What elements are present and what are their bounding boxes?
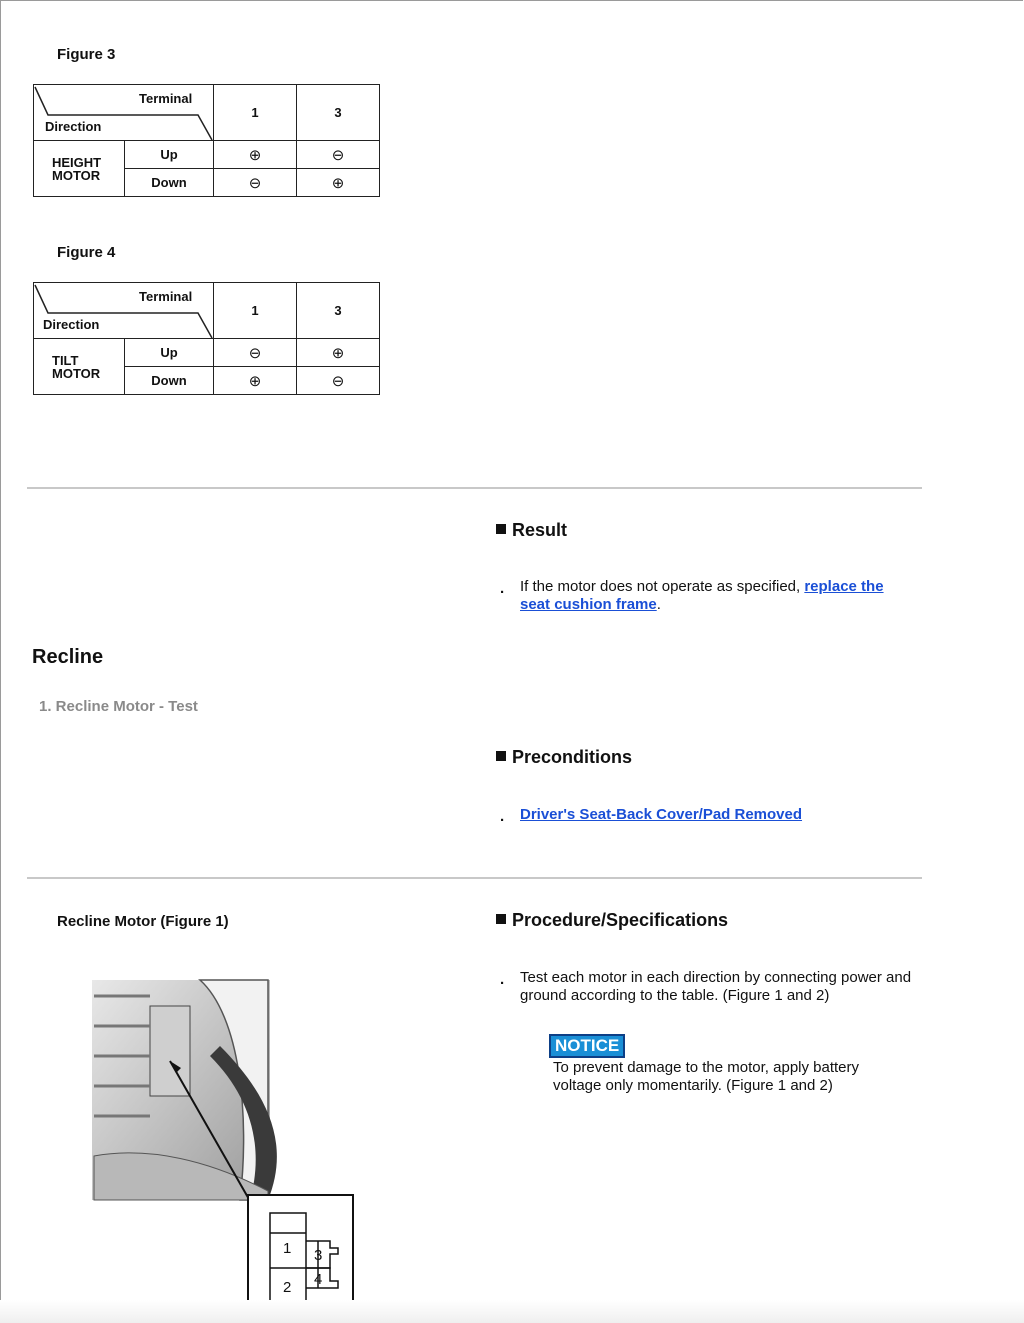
figure4-terminal-label: Terminal xyxy=(139,289,193,304)
figure4-motor-name xyxy=(34,339,125,395)
bullet-dot-icon: . xyxy=(500,808,505,825)
preconditions-heading-text: Preconditions xyxy=(512,747,633,767)
seat-back-cover-removed-link[interactable]: Driver's Seat-Back Cover/Pad Removed xyxy=(520,806,803,823)
bullet-dot-icon: . xyxy=(500,971,505,988)
notice-badge: NOTICE xyxy=(549,1034,625,1058)
figure3-down-t1: ⊖ xyxy=(214,169,297,197)
result-heading-text: Result xyxy=(512,520,568,540)
bullet-dot-icon: . xyxy=(500,580,505,597)
connector-pin-4: 4 xyxy=(314,1271,323,1288)
figure4-down-t1: ⊕ xyxy=(214,367,297,395)
procedure-bullet xyxy=(500,969,920,1005)
result-text: If the motor does not operate as specified, xyxy=(520,578,805,595)
figure4-motor-line1: TILT xyxy=(52,352,79,368)
figure3-terminal-label: Terminal xyxy=(139,91,193,106)
section-divider xyxy=(27,877,922,879)
figure3-down-t3: ⊕ xyxy=(297,169,380,197)
figure4-title: Figure 4 xyxy=(57,244,116,261)
figure4-motor-line2: MOTOR xyxy=(52,365,101,381)
result-text-end: . xyxy=(656,596,661,613)
figure3-dir-up: Up xyxy=(125,141,214,169)
figure3-table xyxy=(33,84,380,197)
recline-step-1: 1. Recline Motor - Test xyxy=(39,698,198,715)
figure3-header-diagonal xyxy=(34,85,214,141)
figure3-motor-name xyxy=(34,141,125,197)
notice-text: To prevent damage to the motor, apply battery voltage only momentarily. (Figure 1 and 2) xyxy=(553,1059,860,1094)
preconditions-heading xyxy=(496,747,632,768)
connector-pin-2: 2 xyxy=(283,1279,292,1296)
figure4-direction-label: Direction xyxy=(43,317,100,332)
connector-pin-1: 1 xyxy=(283,1240,292,1257)
section-divider xyxy=(27,487,922,489)
procedure-heading-text: Procedure/Specifications xyxy=(512,910,729,930)
connector-pin-3: 3 xyxy=(314,1247,323,1264)
procedure-heading xyxy=(496,910,728,931)
figure4-terminal-3: 3 xyxy=(297,283,380,339)
replace-seat-cushion-frame-link[interactable]: replace the seat cushion frame xyxy=(520,578,884,613)
black-square-icon xyxy=(496,914,506,924)
figure3-terminal-3: 3 xyxy=(297,85,380,141)
motor-housing xyxy=(150,1006,190,1096)
figure3-direction-label: Direction xyxy=(45,119,102,134)
figure3-title: Figure 3 xyxy=(57,46,116,63)
black-square-icon xyxy=(496,524,506,534)
figure3-dir-down: Down xyxy=(125,169,214,197)
result-bullet xyxy=(500,578,910,614)
figure3-terminal-1: 1 xyxy=(214,85,297,141)
figure3-up-t3: ⊖ xyxy=(297,141,380,169)
figure4-terminal-1: 1 xyxy=(214,283,297,339)
figure4-up-t3: ⊕ xyxy=(297,339,380,367)
figure3-up-t1: ⊕ xyxy=(214,141,297,169)
figure4-dir-down: Down xyxy=(125,367,214,395)
figure4-table xyxy=(33,282,380,395)
preconditions-bullet xyxy=(500,806,910,825)
recline-heading: Recline xyxy=(32,646,104,668)
black-square-icon xyxy=(496,751,506,761)
page-bottom-shadow xyxy=(0,1300,1024,1323)
result-heading xyxy=(496,520,567,541)
figure3-motor-line2: MOTOR xyxy=(52,167,101,183)
figure4-down-t3: ⊖ xyxy=(297,367,380,395)
figure4-up-t1: ⊖ xyxy=(214,339,297,367)
figure3-motor-line1: HEIGHT xyxy=(52,154,102,170)
figure4-dir-up: Up xyxy=(125,339,214,367)
procedure-text: Test each motor in each direction by connecting power and ground according to the table. (Figure 1 and 2) xyxy=(520,969,912,1004)
figure4-header-diagonal xyxy=(34,283,214,339)
figure1-title: Recline Motor (Figure 1) xyxy=(57,913,229,930)
